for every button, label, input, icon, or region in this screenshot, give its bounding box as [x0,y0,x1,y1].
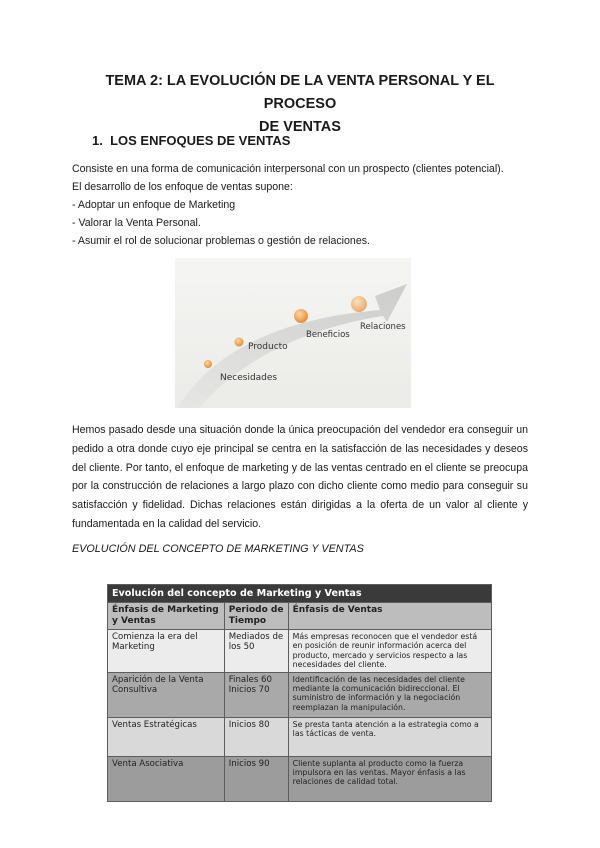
figure-label: Necesidades [220,373,278,383]
table-row [108,717,492,756]
figure-dot [235,338,244,347]
table-cell: Finales 60 Inicios 70 [224,672,288,717]
table-cell: Comienza la era del Marketing [108,630,225,673]
table-caption: EVOLUCIÓN DEL CONCEPTO DE MARKETING Y VENTAS [72,543,364,555]
table-cell: Se presta tanta atención a la estrategia como a las tácticas de venta. [288,717,491,756]
table-cell: Ventas Estratégicas [108,717,225,756]
table-row [108,756,492,801]
figure-label: Producto [248,342,288,352]
table-cell: Venta Asociativa [108,756,225,801]
table-title: Evolución del concepto de Marketing y Ventas [108,585,492,603]
table-cell: Mediados de los 50 [224,630,288,673]
evolution-table [107,584,492,802]
table-cell: Más empresas reconocen que el vendedor está en posición de reunir información acerca del producto, mercado y servicios respecto a las necesidades del cliente. [288,630,491,673]
figure-label: Beneficios [306,330,350,340]
column-header: Periodo de Tiempo [224,603,288,630]
table-row [108,672,492,717]
table-header-row [108,603,492,630]
intro-line: Consiste en una forma de comunicación interpersonal con un prospecto (clientes potencial). [72,163,504,175]
bullet-item: - Valorar la Venta Personal. [72,217,201,229]
table-row [108,630,492,673]
table-cell: Cliente suplanta al producto como la fuerza impulsora en las ventas. Mayor énfasis a las relaciones de calidad total. [288,756,491,801]
figure-label: Relaciones [360,322,406,332]
table-cell: Inicios 90 [224,756,288,801]
evolution-arrow-figure [175,258,411,408]
body-paragraph: Hemos pasado desde una situación donde la única preocupación del vendedor era conseguir un pedido a otra donde cuyo eje principal se centra en la satisfacción de las necesidades y deseos del cliente. Por tanto, el enfoque de marketing y de las ventas centrado en el cliente se preocupa por la construcción de relaciones a largo plazo con dicho cliente como medio para conseguir su satisfacción y fidelidad. Dichas relaciones están dirigidas a la oferta de un valor al cliente y fundamentada en la calidad del servicio. [72,424,528,530]
title-line-2: DE VENTAS [259,119,341,135]
figure-dot [351,296,367,312]
bullet-item: - Asumir el rol de solucionar problemas o gestión de relaciones. [72,235,370,247]
title-line-1: TEMA 2: LA EVOLUCIÓN DE LA VENTA PERSONAL Y EL PROCESO [105,73,495,112]
figure-dot [204,360,212,368]
column-header: Énfasis de Marketing y Ventas [108,603,225,630]
section-title: LOS ENFOQUES DE VENTAS [110,133,291,148]
section-number: 1. [92,133,103,148]
page-title [70,70,530,139]
table-cell: Inicios 80 [224,717,288,756]
table-cell: Aparición de la Venta Consultiva [108,672,225,717]
section-heading [92,133,290,148]
intro-paragraph [72,160,532,250]
bullet-item: - Adoptar un enfoque de Marketing [72,199,236,211]
column-header: Énfasis de Ventas [288,603,491,630]
intro-line: El desarrollo de los enfoque de ventas supone: [72,181,293,193]
table-cell: Identificación de las necesidades del cliente mediante la comunicación bidireccional. El suministro de información y la negociación reemplazan la manipulación. [288,672,491,717]
figure-dot [294,309,308,323]
evolution-arrow-graphic [175,258,411,408]
growth-arrow [177,284,407,408]
